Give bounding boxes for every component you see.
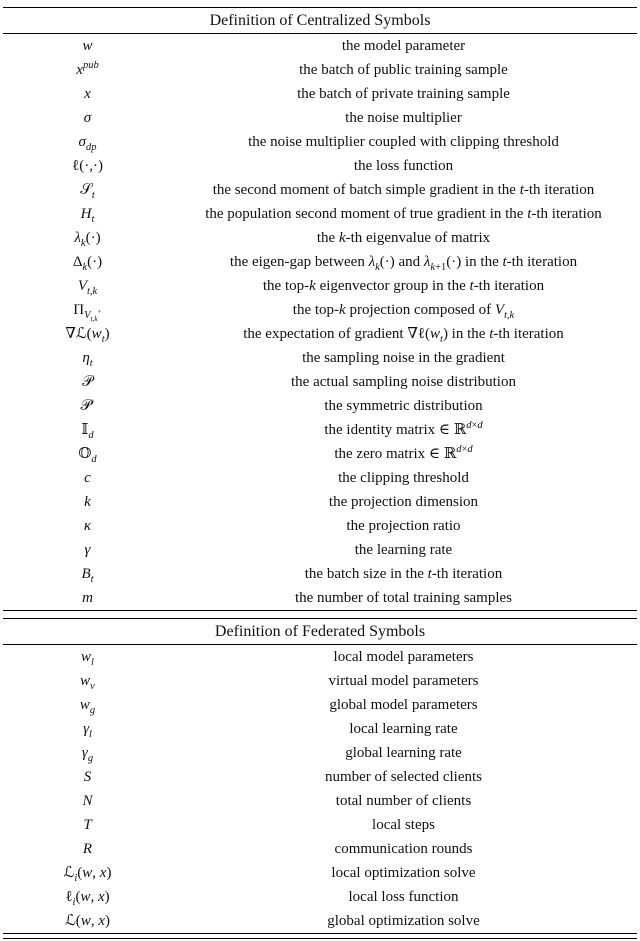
symbol-row xyxy=(0,202,640,226)
definition-cell: the zero matrix ∈ ℝ$^{d\times d}$ xyxy=(334,444,473,462)
definition-cell: total number of clients xyxy=(335,793,472,809)
definition-cell: global learning rate xyxy=(345,745,462,761)
definition-cell: the model parameter xyxy=(341,38,466,54)
definition-cell: the actual sampling noise distribution xyxy=(291,374,516,390)
symbol-row xyxy=(0,178,640,202)
definition-cell: local optimization solve xyxy=(331,865,476,881)
symbol-row xyxy=(0,418,640,442)
symbol-row xyxy=(0,861,640,885)
symbol-cell: T xyxy=(83,817,92,833)
federated-table-body xyxy=(0,645,640,933)
definition-cell: the noise multiplier xyxy=(345,110,462,126)
symbol-cell: S xyxy=(83,769,92,785)
symbol-row xyxy=(0,693,640,717)
federated-symbols-table xyxy=(0,645,640,933)
symbol-row xyxy=(0,837,640,861)
definition-cell: local model parameters xyxy=(333,649,474,665)
symbol-row xyxy=(0,346,640,370)
definition-cell: the clipping threshold xyxy=(338,470,469,486)
symbol-row xyxy=(0,322,640,346)
definition-cell: the projection ratio xyxy=(346,518,461,534)
symbol-cell: $w_g$ xyxy=(79,697,96,716)
symbol-row xyxy=(0,274,640,298)
between-tables-gap xyxy=(0,611,640,618)
symbol-cell: 𝕆$_d$ xyxy=(78,446,97,465)
symbol-cell: κ xyxy=(83,518,92,534)
symbol-row xyxy=(0,538,640,562)
definition-cell: the noise multiplier coupled with clipping threshold xyxy=(248,134,559,150)
symbol-row xyxy=(0,645,640,669)
symbol-row xyxy=(0,765,640,789)
symbol-cell: 𝕀$_d$ xyxy=(81,422,94,441)
centralized-symbols-section xyxy=(0,7,640,611)
symbol-cell: ℒ$_i$(w, x) xyxy=(63,865,112,884)
symbol-cell: $\nabla ℒ(w_t)$ xyxy=(65,326,110,345)
symbol-cell: 𝒫 xyxy=(82,374,93,390)
definition-cell: the sampling noise in the gradient xyxy=(302,350,505,366)
definition-cell: local steps xyxy=(372,817,435,833)
symbol-cell: σ xyxy=(83,110,92,126)
definition-cell: the batch size in the t-th iteration xyxy=(304,566,503,582)
definition-cell: virtual model parameters xyxy=(328,673,479,689)
definition-cell: number of selected clients xyxy=(324,769,483,785)
definition-cell: global optimization solve xyxy=(327,913,480,929)
symbol-row xyxy=(0,741,640,765)
symbol-row xyxy=(0,154,640,178)
symbol-row xyxy=(0,298,640,322)
symbol-row xyxy=(0,466,640,490)
symbol-cell: w xyxy=(82,38,93,54)
symbol-row xyxy=(0,490,640,514)
definition-cell: the expectation of gradient $\nabla\ell(w_t)$ in the t-th iteration xyxy=(243,326,564,345)
symbol-row xyxy=(0,789,640,813)
page-bottom-rule xyxy=(3,938,637,939)
definition-cell: global model parameters xyxy=(329,697,478,713)
centralized-symbols-table xyxy=(0,34,640,610)
symbol-cell: γ xyxy=(84,542,91,558)
centralized-table-body xyxy=(0,34,640,610)
symbol-row xyxy=(0,394,640,418)
symbol-row xyxy=(0,586,640,610)
symbol-cell: ℒ(w, x) xyxy=(65,913,110,929)
definition-cell: the batch of private training sample xyxy=(297,86,510,102)
definition-cell: the top-k projection composed of $V_{t,k}$ xyxy=(292,302,515,321)
symbol-cell: $B_t$ xyxy=(81,566,94,585)
definition-cell: communication rounds xyxy=(334,841,473,857)
symbol-cell: c xyxy=(84,470,91,486)
symbol-row xyxy=(0,106,640,130)
symbol-cell: $\eta_t$ xyxy=(82,350,93,369)
symbol-cell: ℓ$_i$(w, x) xyxy=(65,889,110,908)
symbol-row xyxy=(0,250,640,274)
symbol-row xyxy=(0,813,640,837)
symbol-cell: x xyxy=(84,86,91,102)
symbol-cell: 𝒫′ xyxy=(80,398,95,414)
symbol-row xyxy=(0,82,640,106)
symbol-cell: k xyxy=(84,494,91,510)
federated-table-title: Definition of Federated Symbols xyxy=(214,623,426,640)
symbol-row xyxy=(0,562,640,586)
symbol-cell: $w_l$ xyxy=(81,649,94,668)
symbol-cell: $H_t$ xyxy=(80,206,95,225)
symbol-cell: m xyxy=(82,590,93,606)
symbol-cell: $\sigma_{dp}$ xyxy=(78,134,97,153)
centralized-table-title: Definition of Centralized Symbols xyxy=(209,12,431,29)
definition-cell: the identity matrix ∈ ℝ$^{d\times d}$ xyxy=(324,420,483,438)
symbol-row xyxy=(0,669,640,693)
definition-cell: the top-k eigenvector group in the t-th iteration xyxy=(262,278,545,294)
definition-cell: the k-th eigenvalue of matrix xyxy=(316,230,491,246)
symbol-row xyxy=(0,34,640,58)
symbol-cell: R xyxy=(82,841,93,857)
definition-cell: the population second moment of true gradient in the t-th iteration xyxy=(205,206,602,222)
symbol-cell: $\Delta_k(\cdot)$ xyxy=(72,254,103,273)
definition-cell: the eigen-gap between $\lambda_k(\cdot)$ and $\lambda_{k+1}(\cdot)$ in the t-th iteration xyxy=(229,254,578,273)
symbol-cell: $V_{t,k}$ xyxy=(77,278,98,297)
symbol-row xyxy=(0,717,640,741)
definition-cell: the projection dimension xyxy=(328,494,479,510)
symbol-cell: 𝒮$_t$ xyxy=(80,182,95,201)
definition-cell: the learning rate xyxy=(354,542,453,558)
symbol-cell: $\lambda_k(\cdot)$ xyxy=(74,230,101,249)
symbol-row xyxy=(0,885,640,909)
symbol-row xyxy=(0,130,640,154)
symbol-cell: $w_v$ xyxy=(80,673,95,692)
symbol-cell: $\Pi_{V_{t,k}^+}$ xyxy=(73,302,102,324)
definition-cell: the loss function xyxy=(353,158,454,174)
definition-cell: the number of total training samples xyxy=(294,590,513,606)
definition-cell: the second moment of batch simple gradient in the t-th iteration xyxy=(212,182,595,198)
definition-cell: the symmetric distribution xyxy=(324,398,483,414)
symbol-row xyxy=(0,909,640,933)
symbol-row xyxy=(0,514,640,538)
symbol-cell: $\gamma_l$ xyxy=(83,721,92,740)
symbol-row xyxy=(0,226,640,250)
symbol-cell: $x^{pub}$ xyxy=(76,60,99,78)
definition-cell: local learning rate xyxy=(349,721,458,737)
definition-cell: the batch of public training sample xyxy=(299,62,508,78)
federated-symbols-section xyxy=(0,618,640,939)
symbol-row xyxy=(0,370,640,394)
symbol-row xyxy=(0,442,640,466)
symbol-row xyxy=(0,58,640,82)
symbol-cell: $\gamma_g$ xyxy=(81,745,94,764)
symbol-cell: N xyxy=(82,793,93,809)
definition-cell: local loss function xyxy=(348,889,459,905)
symbol-cell: ℓ(·,·) xyxy=(72,158,103,174)
